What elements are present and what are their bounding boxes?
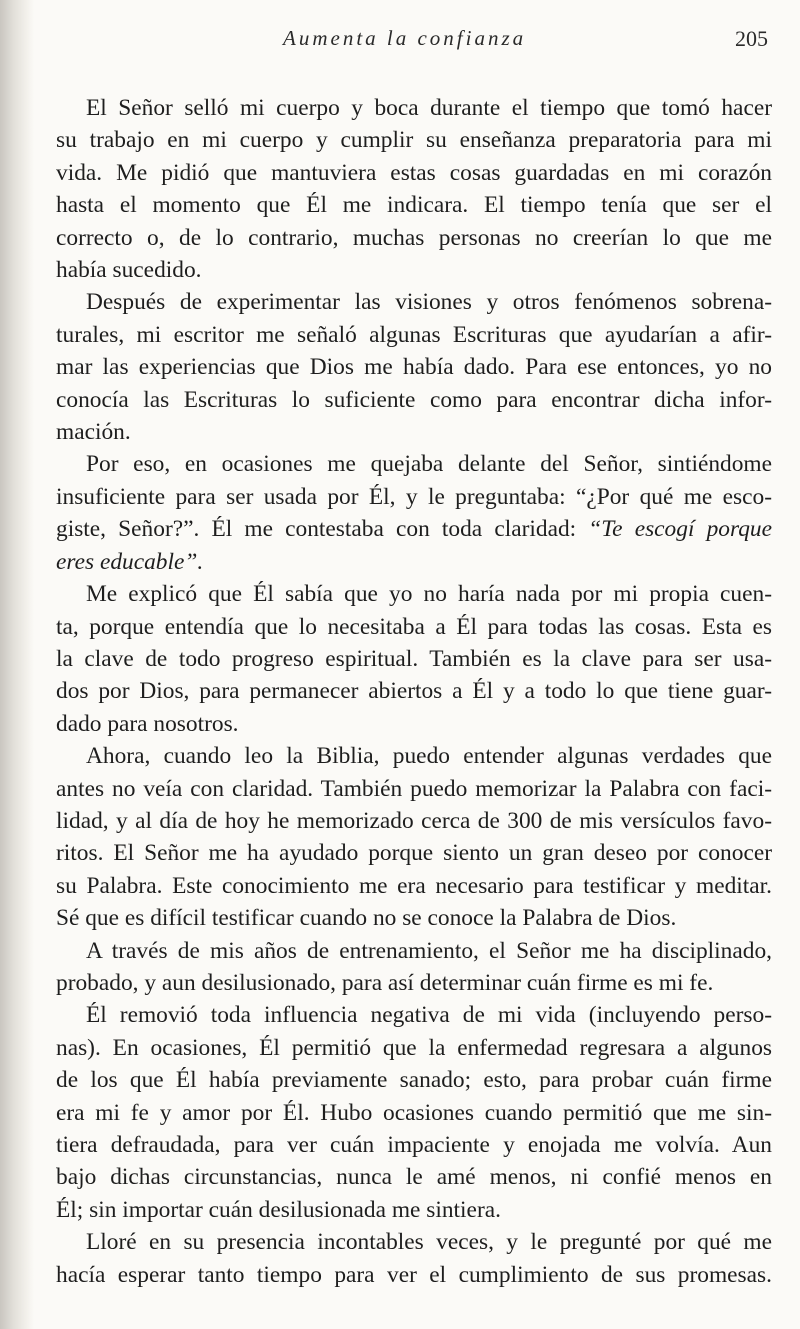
- paragraph-6: [56, 935, 772, 1000]
- text-line: había sucedido.: [56, 257, 202, 284]
- text-line: Me explicó que Él sabía que yo no haría nada por mi propia cuen-: [86, 581, 772, 608]
- text-line: probado, y aun desilusionado, para así determinar cuán firme es mi fe.: [56, 969, 714, 996]
- text-line: [56, 513, 772, 545]
- text-line: El Señor selló mi cuerpo y boca durante el tiempo que tomó hacer: [86, 95, 772, 121]
- paragraph-2: [56, 286, 772, 448]
- text-line: Él; sin importar cuán desilusionada me sintiera.: [56, 1196, 501, 1223]
- text-line: vida. Me pidió que mantuviera estas cosas guardadas en mi corazón: [56, 159, 772, 186]
- text-line: Lloré en su presencia incontables veces, y le pregunté por qué me: [86, 1229, 772, 1256]
- paragraph-3: [56, 448, 772, 578]
- text-line: antes no veía con claridad. También puedo memorizar la Palabra con faci-: [56, 775, 772, 802]
- paragraph-4: [56, 578, 772, 740]
- page-number: 205: [735, 26, 768, 51]
- text-line: Por eso, en ocasiones me quejaba delante del Señor, sintiéndome: [86, 451, 772, 478]
- quote-emphasis: eres educable”.: [56, 548, 204, 575]
- running-title: Aumenta la confianza: [283, 26, 527, 50]
- text-line: mar las experiencias que Dios me había dado. Para ese entonces, yo no: [56, 354, 772, 381]
- text-line: tiera defraudada, para ver cuán impaciente y enojada me volvía. Aun: [56, 1132, 772, 1158]
- paragraph-8: [56, 1226, 772, 1291]
- text-line: su trabajo en mi cuerpo y cumplir su enseñanza preparatoria para mi: [56, 127, 772, 154]
- text-line: su Palabra. Este conocimiento me era necesario para testificar y meditar.: [56, 872, 772, 899]
- text-line: Después de experimentar las visiones y otros fenómenos sobrena-: [86, 289, 772, 316]
- text-line: Sé que es difícil testificar cuando no se conoce la Palabra de Dios.: [56, 905, 677, 932]
- text-line: hacía esperar tanto tiempo para ver el cumplimiento de sus promesas.: [56, 1261, 772, 1288]
- text-line: Ahora, cuando leo la Biblia, puedo entender algunas verdades que: [86, 743, 772, 770]
- text-line: ritos. El Señor me ha ayudado porque siento un gran deseo por conocer: [56, 840, 772, 867]
- quote-emphasis: “Te escogí porque: [588, 516, 772, 543]
- paragraph-7: [56, 999, 772, 1226]
- text-line: lidad, y al día de hoy he memorizado cerca de 300 de mis versículos favo-: [56, 807, 772, 834]
- text-line: la clave de todo progreso espiritual. También es la clave para ser usa-: [56, 645, 772, 672]
- text-line: hasta el momento que Él me indicara. El tiempo tenía que ser el: [56, 192, 772, 219]
- paragraph-5: [56, 740, 772, 934]
- text-line: de los que Él había previamente sanado; esto, para probar cuán firme: [56, 1067, 772, 1094]
- text-line: insuficiente para ser usada por Él, y le preguntaba: “¿Por qué me esco-: [56, 483, 772, 510]
- text-line: Él removió toda influencia negativa de mi vida (incluyendo perso-: [86, 1002, 772, 1029]
- text-line: era mi fe y amor por Él. Hubo ocasiones cuando permitió que me sin-: [56, 1099, 772, 1126]
- text-line: dado para nosotros.: [56, 710, 239, 737]
- text-line: nas). En ocasiones, Él permitió que la enfermedad regresara a algunos: [56, 1034, 772, 1061]
- text-line: correcto o, de lo contrario, muchas personas no creerían lo que me: [56, 224, 772, 251]
- text-line: turales, mi escritor me señaló algunas Escrituras que ayudarían a afir-: [56, 321, 772, 348]
- page-header: [58, 22, 770, 62]
- text-line: bajo dichas circunstancias, nunca le amé menos, ni confié menos en: [56, 1164, 772, 1191]
- text-line: dos por Dios, para permanecer abiertos a Él y a todo lo que tiene guar-: [56, 678, 772, 705]
- text-line: conocía las Escrituras lo suficiente como para encontrar dicha infor-: [56, 386, 772, 413]
- text-line: mación.: [56, 419, 131, 446]
- text-line: A través de mis años de entrenamiento, el Señor me ha disciplinado,: [86, 937, 772, 964]
- page-gutter-shadow: [0, 0, 34, 1329]
- body-text: [56, 92, 772, 1291]
- text-segment: giste, Señor?”. Él me contestaba con toda claridad:: [56, 516, 589, 543]
- text-line: [56, 546, 772, 578]
- paragraph-1: [56, 92, 772, 286]
- text-line: ta, porque entendía que lo necesitaba a Él para todas las cosas. Esta es: [56, 613, 772, 640]
